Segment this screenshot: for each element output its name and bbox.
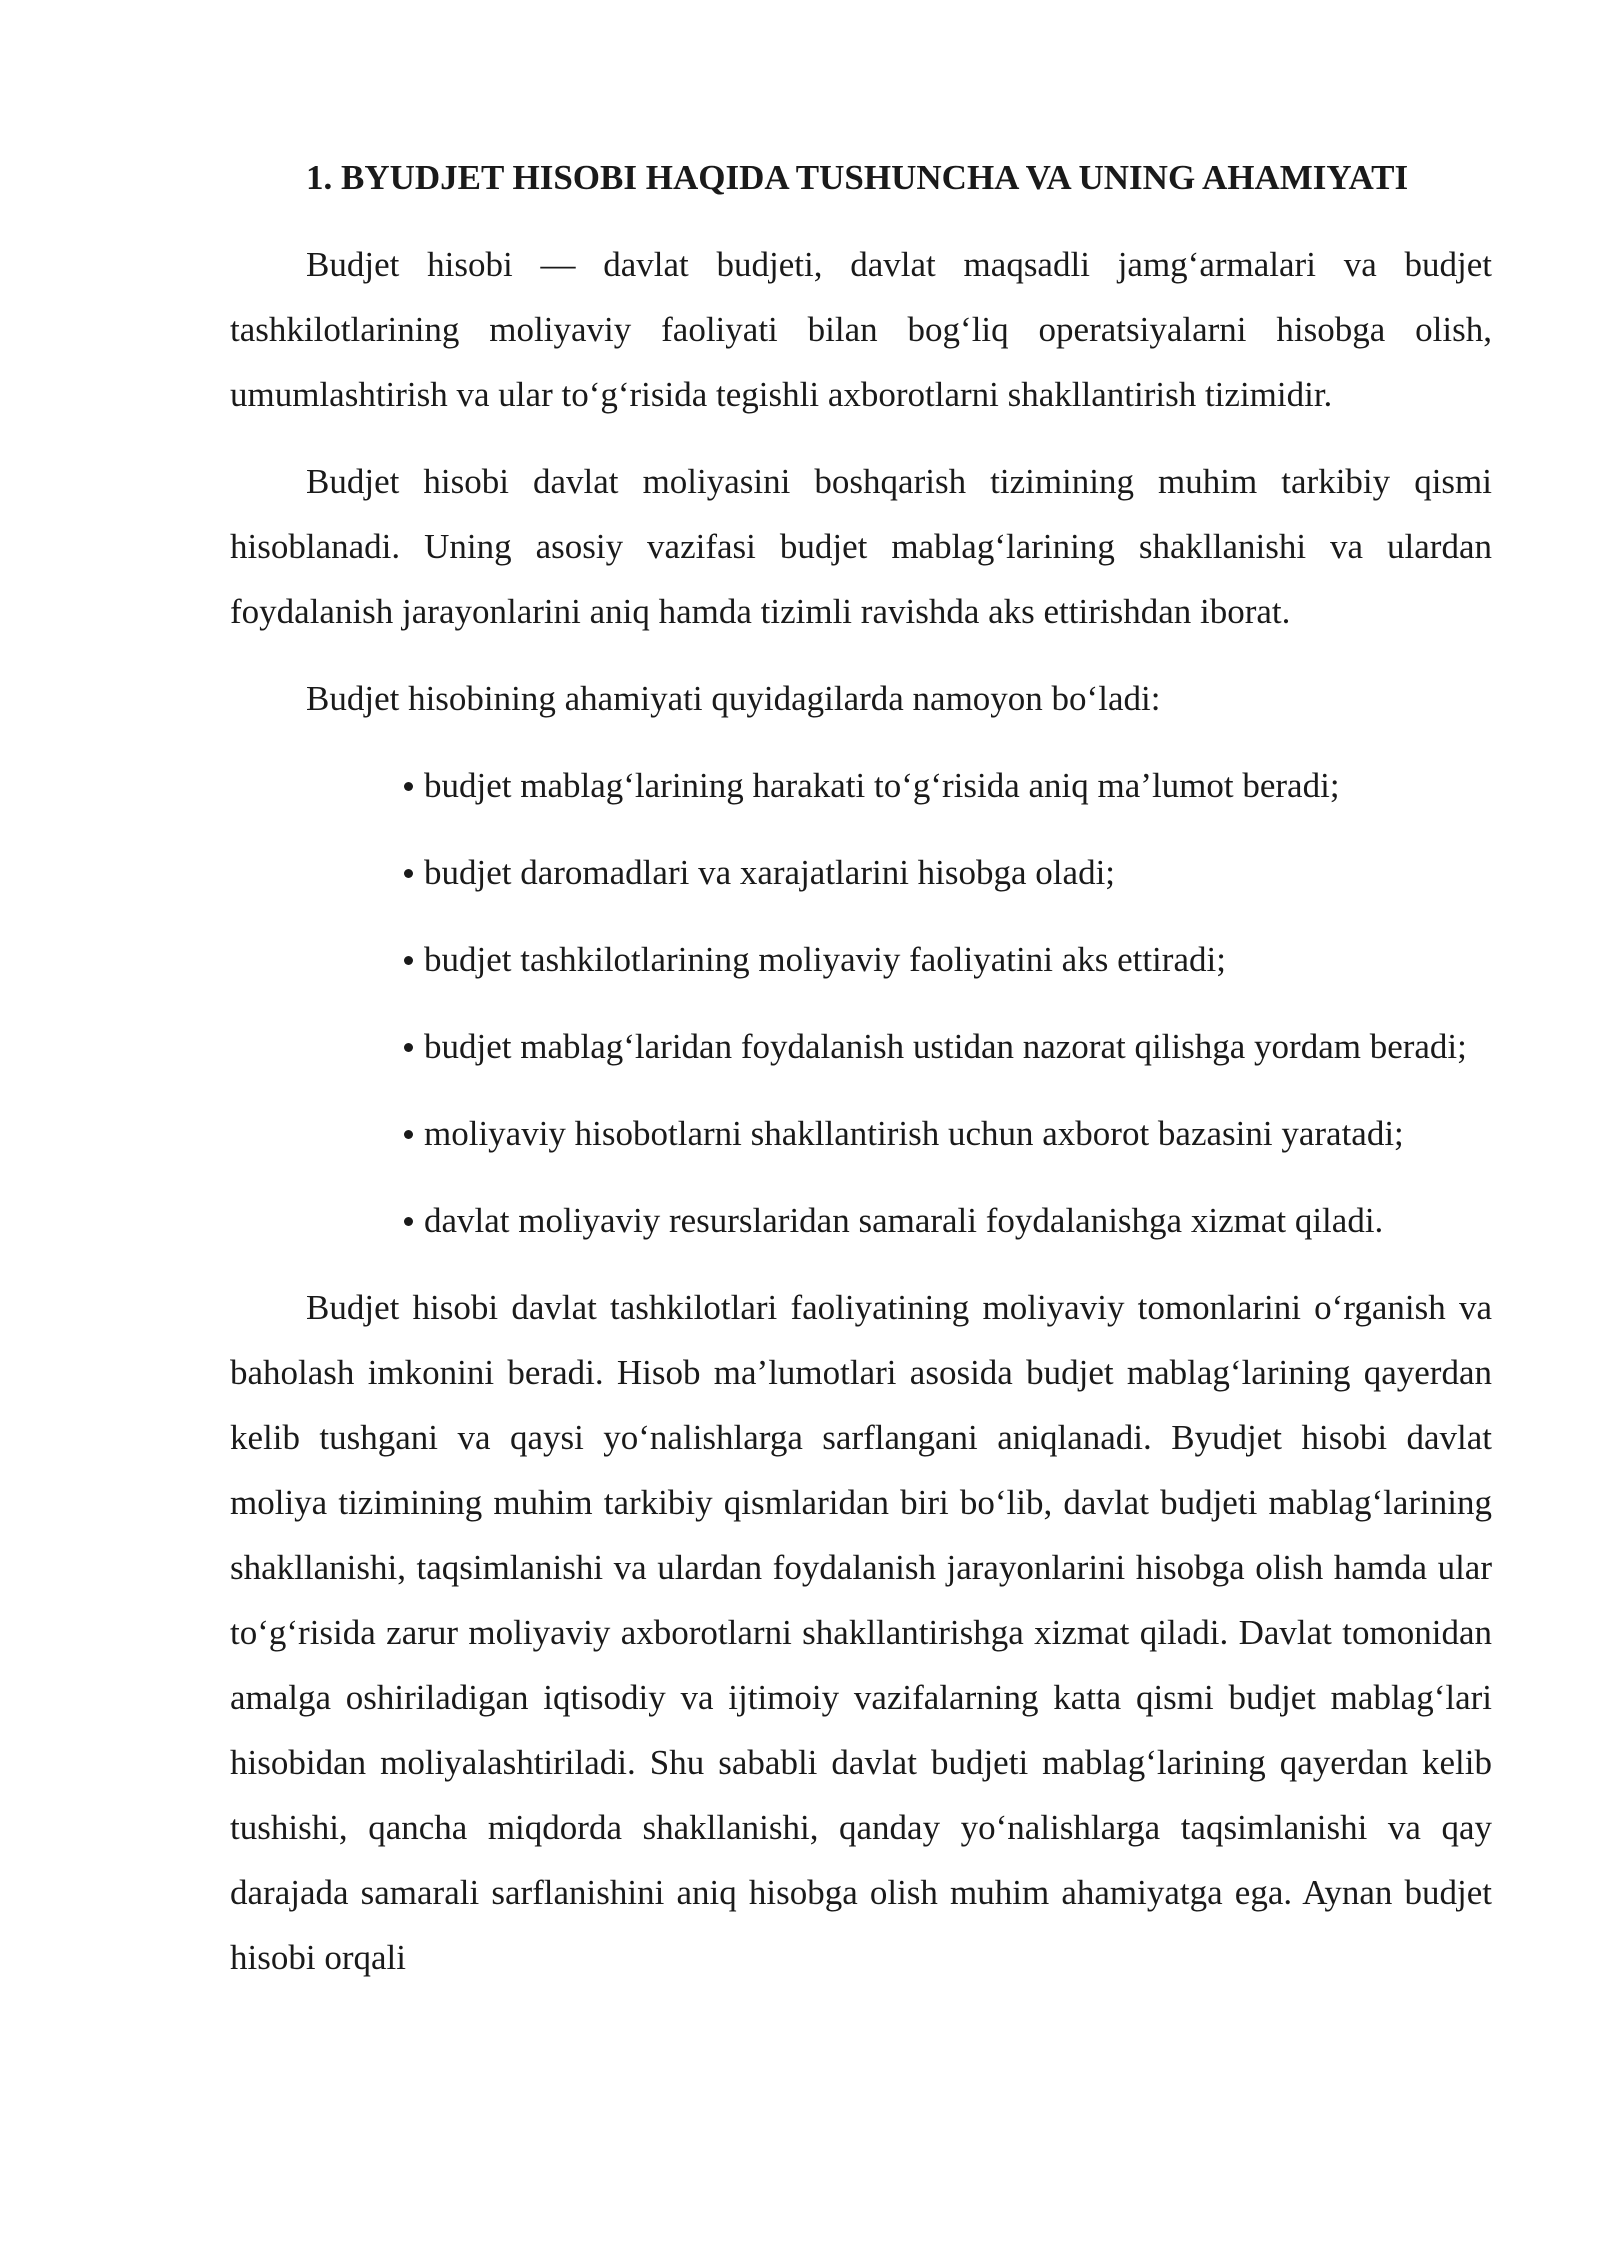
bullet-icon xyxy=(404,1101,424,1166)
paragraph-definition: Budjet hisobi — davlat budjeti, davlat maqsadli jamg‘armalari va budjet tashkilotlarining moliyaviy faoliyati bilan bog‘liq operatsiyalarni hisobga olish, umumlashtirish va ular to‘g‘risida tegishli axborotlarni shakllantirish tizimidir. xyxy=(230,245,1492,414)
paragraph-list-intro: Budjet hisobining ahamiyati quyidagilarda namoyon bo‘ladi: xyxy=(306,679,1161,718)
section-heading: 1. BYUDJET HISOBI HAQIDA TUSHUNCHA VA UNING AHAMIYATI xyxy=(306,158,1409,197)
list-item xyxy=(328,753,1492,818)
bullet-icon xyxy=(404,753,424,818)
list-item xyxy=(328,840,1492,905)
list-item-text: budjet daromadlari va xarajatlarini hisobga oladi; xyxy=(424,853,1116,892)
paragraph-role: Budjet hisobi davlat moliyasini boshqarish tizimining muhim tarkibiy qismi hisoblanadi. Uning asosiy vazifasi budjet mablag‘larining shakllanishi va ulardan foydalanish jarayonlarini aniq hamda tizimli ravishda aks ettirishdan iborat. xyxy=(230,462,1492,631)
bullet-icon xyxy=(404,1188,424,1253)
list-item-text: budjet tashkilotlarining moliyaviy faoliyatini aks ettiradi; xyxy=(424,940,1226,979)
list-item-text: budjet mablag‘larining harakati to‘g‘risida aniq ma’lumot beradi; xyxy=(424,766,1340,805)
list-item xyxy=(328,1101,1492,1166)
list-item xyxy=(328,927,1492,992)
importance-list xyxy=(230,753,1492,1253)
paragraph-analysis: Budjet hisobi davlat tashkilotlari faoliyatining moliyaviy tomonlarini o‘rganish va baholash imkonini beradi. Hisob ma’lumotlari asosida budjet mablag‘larining qayerdan kelib tushgani va qaysi yo‘nalishlarga sarflangani aniqlanadi. Byudjet hisobi davlat moliya tizimining muhim tarkibiy qismlaridan biri bo‘lib, davlat budjeti mablag‘larining shakllanishi, taqsimlanishi va ulardan foydalanish jarayonlarini hisobga olish hamda ular to‘g‘risida zarur moliyaviy axborotlarni shakllantirishga xizmat qiladi. Davlat tomonidan amalga oshiriladigan iqtisodiy va ijtimoiy vazifalarning katta qismi budjet mablag‘lari hisobidan moliyalashtiriladi. Shu sababli davlat budjeti mablag‘larining qayerdan kelib tushishi, qancha miqdorda shakllanishi, qanday yo‘nalishlarga taqsimlanishi va qay darajada samarali sarflanishini aniq hisobga olish muhim ahamiyatga ega. Aynan budjet hisobi orqali xyxy=(230,1288,1492,1977)
list-item-text: budjet mablag‘laridan foydalanish ustidan nazorat qilishga yordam beradi; xyxy=(424,1027,1467,1066)
bullet-icon xyxy=(404,840,424,905)
list-item-text: davlat moliyaviy resurslaridan samarali foydalanishga xizmat qiladi. xyxy=(424,1201,1384,1240)
list-item xyxy=(328,1014,1492,1079)
bullet-icon xyxy=(404,1014,424,1079)
document-page xyxy=(230,145,1492,1990)
list-item-text: moliyaviy hisobotlarni shakllantirish uchun axborot bazasini yaratadi; xyxy=(424,1114,1404,1153)
list-item xyxy=(328,1188,1492,1253)
bullet-icon xyxy=(404,927,424,992)
